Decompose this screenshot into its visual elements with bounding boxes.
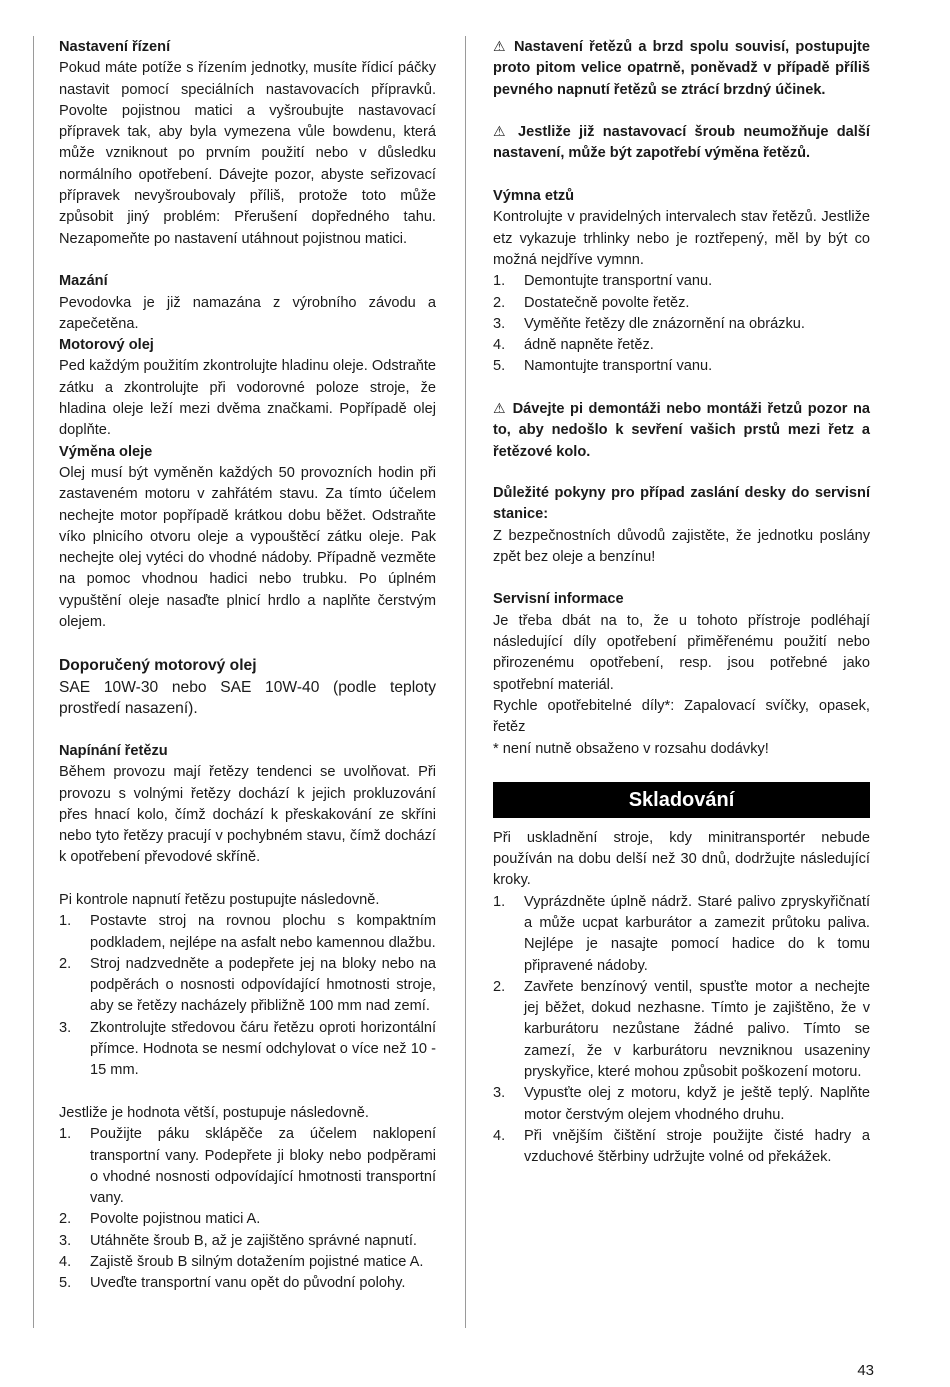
section-title-chain-tension: Napínání řetězu xyxy=(59,742,168,759)
warning-icon: ⚠ xyxy=(493,401,508,418)
service-shipping-text: Z bezpečnostních důvodů zajistěte, že jednotku poslány zpět bez oleje a benzínu! xyxy=(493,527,870,565)
storage-steps xyxy=(493,892,870,1169)
page-number: 43 xyxy=(857,1362,874,1379)
section-title-steering: Nastavení řízení xyxy=(59,39,171,55)
list-item: 2. Stroj nadzvedněte a podepřete jej na bloky nebo na podpěrách o nosnosti odpovídající hmotnosti stroje, aby se řetězy nacházely přibližně 100 mm nad zemí. xyxy=(59,955,436,1015)
engine-oil-text: Ped každým použitím zkontrolujte hladinu oleje. Odstraňte zátku a zkontrolujte při vodorovné poloze stroje, že hladina oleje leží mezi dvěma značkami. Popřípadě olej doplňte. xyxy=(59,358,436,439)
wear-parts-text: Rychle opotřebitelné díly*: Zapalovací svíčky, opasek, řetěz xyxy=(493,697,870,736)
wear-parts-note: * není nutně obsaženo v rozsahu dodávky! xyxy=(493,740,769,757)
warning-chains-brakes: ⚠ Nastavení řetězů a brzd spolu souvisí, postupujte proto pitom velice opatrně, poněvadž v případě příliš pevného napnutí řetězů se ztrácí brzdný účinek. xyxy=(493,39,870,98)
column-divider-rule xyxy=(465,36,466,1328)
section-title-engine-oil: Motorový olej xyxy=(59,337,154,354)
list-item: 4. Zajistě šroub B silným dotažením pojistné matice A. xyxy=(59,1254,424,1271)
section-title-recommended-oil: Doporučený motorový olej xyxy=(59,656,257,674)
check-intro: Pi kontrole napnutí řetězu postupujte následovně. xyxy=(59,891,380,908)
list-item: 3. Zkontrolujte středovou čáru řetězu oproti horizontální přímce. Hodnota se nesmí odchylovat o více než 10 - 15 mm. xyxy=(59,1019,436,1079)
section-title-lubrication: Mazání xyxy=(59,273,108,290)
adjust-steps-list xyxy=(59,1124,436,1294)
warning-icon: ⚠ xyxy=(493,124,510,141)
list-item: 5. Uveďte transportní vanu opět do původní polohy. xyxy=(59,1275,406,1292)
storage-text: Při uskladnění stroje, kdy minitransportér nebude používán na dobu delší než 30 dnů, dodržujte následující kroky. xyxy=(493,829,870,889)
service-info-text: Je třeba dbát na to, že u tohoto přístroje podléhají následující díly opotřebení přiměřenému použití nebo přirozenému opotřebení, resp. jsou potřebné jako spotřební materiál. xyxy=(493,612,870,693)
list-item: 3. Vyměňte řetězy dle znázornění na obrázku. xyxy=(493,315,805,332)
list-item: 1. Použijte páku sklápěče za účelem naklopení transportní vany. Podepřete ji bloky nebo podpěrami o vhodné nosnosti odpovídající hmotnosti transportní vany. xyxy=(59,1126,436,1207)
list-item: 2. Zavřete benzínový ventil, spusťte motor a nechejte jej běžet, dokud nezhasne. Tímto je zajištěno, že v karburátoru nezůstane žádné palivo. Tímto se zamezí, že v karburátoru nevzniknou usazeniny pryskyřice, které mohou způsobit poškození motoru. xyxy=(493,978,870,1081)
chain-replace-steps xyxy=(493,271,870,377)
warning-chain-replacement: ⚠ Jestliže již nastavovací šroub neumožňuje další nastavení, může být zapotřebí výměna řetězů. xyxy=(493,124,870,162)
storage-banner: Skladování xyxy=(493,782,870,818)
left-column xyxy=(59,37,436,1295)
oil-change-text: Olej musí být vyměněn každých 50 provozních hodin při zastaveném motoru v zahřátém stavu. Za tímto účelem nechejte motor popřípadě krátkou dobu běžet. Odstraňte víko plnicího otvoru oleje a vypouštěcí zátku oleje. Pak nechejte olej vytéci do vhodné nádoby. Případně vezměte na pomoc vhodnou hadici nebo trubku. Po úplném vypuštění oleje nasaďte plnicí hrdlo a naplňte čerstvým olejem. xyxy=(59,464,436,631)
list-item: 5. Namontujte transportní vanu. xyxy=(493,358,713,375)
list-item: 1. Postavte stroj na rovnou plochu s kompaktním podkladem, nejlépe na asfalt nebo kamennou dlažbu. xyxy=(59,913,436,951)
check-steps-list xyxy=(59,911,436,1081)
adjust-intro: Jestliže je hodnota větší, postupuje následovně. xyxy=(59,1104,369,1121)
list-item: 3. Vypusťte olej z motoru, když je ještě teplý. Naplňte motor čerstvým olejem vhodného druhu. xyxy=(493,1085,870,1123)
section-title-service-info: Servisní informace xyxy=(493,591,624,608)
warning-fingers: ⚠ Dávejte pi demontáži nebo montáži řetzů pozor na to, aby nedošlo k sevření vašich prstů mezi řetz a řetězové kolo. xyxy=(493,401,871,460)
warning-icon: ⚠ xyxy=(493,39,508,55)
list-item: 1. Vyprázdněte úplně nádrž. Staré palivo zpryskyřičnatí a může ucpat karburátor a zamezit průtoku paliva. Nejlépe je nasajte pomocí hadice do k tomu připravené nádoby. xyxy=(493,893,870,974)
list-item: 1. Demontujte transportní vanu. xyxy=(493,273,713,290)
section-title-oil-change: Výměna oleje xyxy=(59,443,153,460)
steering-text: Pokud máte potíže s řízením jednotky, musíte řídicí páčky nastavit pomocí speciálních nastavovacích přípravků. Povolte pojistnou matici a vyšroubujte nastavovací přípravek tak, aby byla vymezena vůle bowdenu, která může vzniknout po prvním použití nebo v důsledku normálního opotřebení. Dávejte pozor, abyste seřizovací přípravek nevyšroubovaly příliš, protože toto může způsobit jiný problém: Přerušení dopředného tahu. Nezapomeňte po nastavení utáhnout pojistnou matici. xyxy=(59,60,436,247)
recommended-oil-text: SAE 10W-30 nebo SAE 10W-40 (podle teploty prostředí nasazení). xyxy=(59,678,436,718)
list-item: 4. Při vnějším čištění stroje použijte čisté hadry a vzduchové štěrbiny udržujte volné od překážek. xyxy=(493,1127,870,1166)
left-margin-rule xyxy=(33,36,34,1328)
lubrication-text: Pevodovka je již namazána z výrobního závodu a zapečetěna. xyxy=(59,294,436,332)
right-column xyxy=(493,37,870,1169)
list-item: 2. Povolte pojistnou matici A. xyxy=(59,1211,261,1228)
section-title-service-shipping: Důležité pokyny pro případ zaslání desky do servisní stanice: xyxy=(493,484,870,523)
list-item: 2. Dostatečně povolte řetěz. xyxy=(493,294,690,311)
chain-replace-text: Kontrolujte v pravidelných intervalech stav řetězů. Jestliže etz vykazuje trhlinky nebo je roztřepený, měl by být co možná nejdříve vymnn. xyxy=(493,209,870,268)
chain-tension-text: Během provozu mají řetězy tendenci se uvolňovat. Při provozu s volnými řetězy dochází k jejich prokluzování přes hnací kolo, čímž dochází k přeskakování ze skříni nebo tyto řetězy pracují v pochybném stavu, čímž dochází k opotřebení převodové skříně. xyxy=(59,764,436,866)
list-item: 4. ádně napněte řetěz. xyxy=(493,337,654,354)
section-title-chain-replace: Výmna etzů xyxy=(493,188,575,205)
list-item: 3. Utáhněte šroub B, až je zajištěno správné napnutí. xyxy=(59,1232,417,1249)
